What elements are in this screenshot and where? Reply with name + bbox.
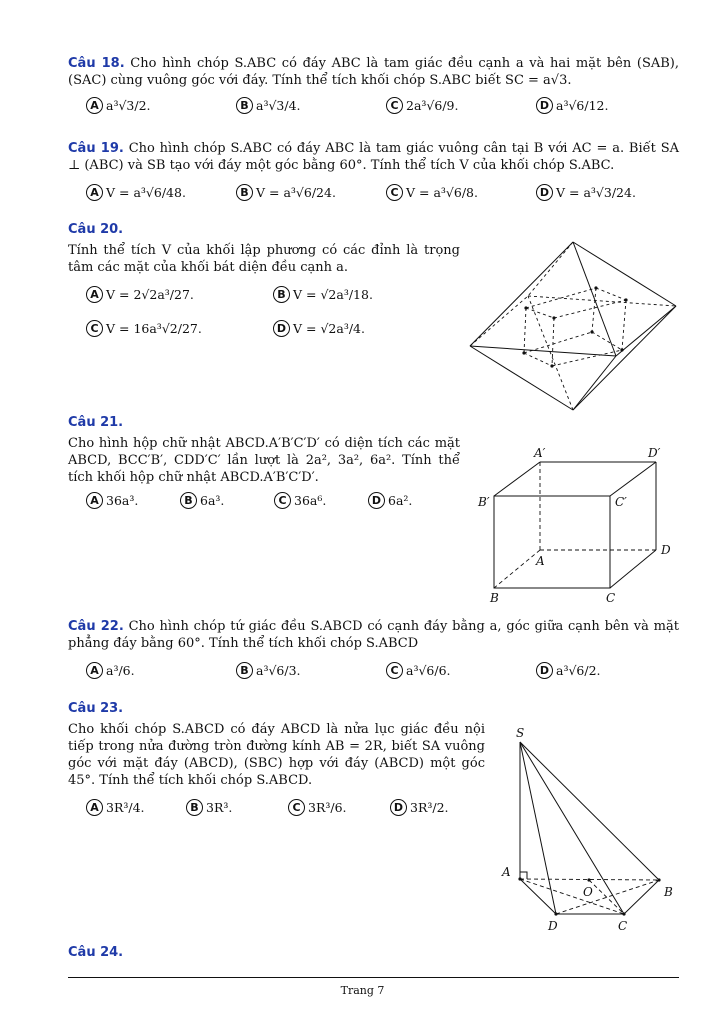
q23-option-a-bubble[interactable]: A bbox=[86, 799, 103, 816]
q23-option-a-text: 3R³/4. bbox=[106, 800, 145, 815]
q19-option-c-text: V = a³√6/8. bbox=[406, 185, 478, 200]
q20-option-d[interactable] bbox=[273, 320, 365, 337]
box-label-c-prime: C′ bbox=[615, 495, 627, 509]
question-22-text: Cho hình chóp tứ giác đều S.ABCD có cạnh đáy bằng a, góc giữa cạnh bên và mặt phẳng đáy bằng 60°. Tính thể tích khối chóp S.ABCD bbox=[68, 619, 679, 651]
q19-option-a-bubble[interactable]: A bbox=[86, 184, 103, 201]
question-24-heading: Câu 24. bbox=[68, 945, 124, 960]
q22-option-a-bubble[interactable]: A bbox=[86, 662, 103, 679]
q19-option-d-text: V = a³√3/24. bbox=[556, 185, 636, 200]
q21-option-a-bubble[interactable]: A bbox=[86, 492, 103, 509]
box-label-c: C bbox=[606, 591, 616, 605]
q21-option-c[interactable] bbox=[274, 492, 326, 509]
page-number: Trang 7 bbox=[340, 984, 385, 997]
box-label-d-prime: D′ bbox=[648, 446, 661, 460]
pyramid-label-a: A bbox=[502, 865, 511, 879]
box-label-b-prime: B′ bbox=[478, 495, 490, 509]
q23-option-d[interactable] bbox=[390, 799, 449, 816]
q19-option-d[interactable] bbox=[536, 184, 636, 201]
q22-option-b[interactable] bbox=[236, 662, 301, 679]
box-label-d: D bbox=[661, 543, 671, 557]
pyramid-label-s: S bbox=[516, 726, 525, 740]
q18-option-c-bubble[interactable]: C bbox=[386, 97, 403, 114]
q23-option-d-bubble[interactable]: D bbox=[390, 799, 407, 816]
q23-option-b-text: 3R³. bbox=[206, 800, 233, 815]
q18-option-d-bubble[interactable]: D bbox=[536, 97, 553, 114]
pyramid-label-c: C bbox=[618, 919, 628, 933]
q18-option-a[interactable] bbox=[86, 97, 151, 114]
q21-option-d-text: 6a². bbox=[388, 493, 413, 508]
q21-option-d[interactable] bbox=[368, 492, 412, 509]
footer-divider bbox=[68, 977, 679, 978]
q18-option-d[interactable] bbox=[536, 97, 608, 114]
q18-option-b[interactable] bbox=[236, 97, 301, 114]
q21-option-b-text: 6a³. bbox=[200, 493, 225, 508]
q22-option-d[interactable] bbox=[536, 662, 601, 679]
box-label-a: A bbox=[536, 554, 545, 568]
question-21-heading: Câu 21. bbox=[68, 415, 124, 430]
question-21-text: Cho hình hộp chữ nhật ABCD.A′B′C′D′ có diện tích các mặt ABCD, BCC′B′, CDD′C′ lần lượt là 2a², 3a², 6a². Tính thể tích khối hộp chữ nhật ABCD.A′B′C′D′. bbox=[68, 436, 460, 485]
q22-option-b-text: a³√6/3. bbox=[256, 663, 301, 678]
q23-option-c-text: 3R³/6. bbox=[308, 800, 347, 815]
question-20-options-row1 bbox=[68, 286, 460, 316]
question-19-options bbox=[68, 184, 679, 214]
q22-option-c[interactable] bbox=[386, 662, 451, 679]
question-18-options bbox=[68, 97, 679, 127]
q21-option-c-bubble[interactable]: C bbox=[274, 492, 291, 509]
q19-option-c-bubble[interactable]: C bbox=[386, 184, 403, 201]
q19-option-c[interactable] bbox=[386, 184, 478, 201]
question-19 bbox=[68, 140, 679, 214]
question-21 bbox=[68, 414, 460, 522]
q21-option-a-text: 36a³. bbox=[106, 493, 139, 508]
box-figure bbox=[474, 442, 684, 608]
q22-option-d-text: a³√6/2. bbox=[556, 663, 601, 678]
q20-option-a-bubble[interactable]: A bbox=[86, 286, 103, 303]
box-label-a-prime: A′ bbox=[534, 446, 546, 460]
q22-option-c-bubble[interactable]: C bbox=[386, 662, 403, 679]
question-18-heading: Câu 18. bbox=[68, 56, 125, 71]
question-22-stem bbox=[68, 618, 679, 652]
q22-option-a-text: a³/6. bbox=[106, 663, 135, 678]
q21-option-d-bubble[interactable]: D bbox=[368, 492, 385, 509]
q23-option-c[interactable] bbox=[288, 799, 347, 816]
q20-option-b[interactable] bbox=[273, 286, 373, 303]
q23-option-b[interactable] bbox=[186, 799, 232, 816]
q22-option-d-bubble[interactable]: D bbox=[536, 662, 553, 679]
question-22-heading: Câu 22. bbox=[68, 619, 124, 634]
q18-option-d-text: a³√6/12. bbox=[556, 98, 609, 113]
q19-option-b[interactable] bbox=[236, 184, 336, 201]
question-20-text: Tính thể tích V của khối lập phương có các đỉnh là trọng tâm các mặt của khối bát diện đều cạnh a. bbox=[68, 243, 460, 275]
q18-option-c[interactable] bbox=[386, 97, 458, 114]
octahedron-figure bbox=[466, 238, 681, 414]
question-19-text: Cho hình chóp S.ABC có đáy ABC là tam giác vuông cân tại B với AC = a. Biết SA ⊥ (ABC) và SB tạo với đáy một góc bằng 60°. Tính thể tích V của khối chóp S.ABC. bbox=[68, 141, 679, 173]
q18-option-a-text: a³√3/2. bbox=[106, 98, 151, 113]
question-20-heading: Câu 20. bbox=[68, 222, 124, 237]
q22-option-b-bubble[interactable]: B bbox=[236, 662, 253, 679]
q20-option-a[interactable] bbox=[86, 286, 194, 303]
question-18-stem bbox=[68, 55, 679, 89]
q19-option-b-bubble[interactable]: B bbox=[236, 184, 253, 201]
question-23-heading: Câu 23. bbox=[68, 701, 124, 716]
question-23 bbox=[68, 700, 485, 829]
q20-option-c-bubble[interactable]: C bbox=[86, 320, 103, 337]
q20-option-a-text: V = 2√2a³/27. bbox=[106, 287, 194, 302]
question-20 bbox=[68, 221, 460, 350]
box-label-b: B bbox=[490, 591, 499, 605]
question-18 bbox=[68, 55, 679, 127]
q19-option-d-bubble[interactable]: D bbox=[536, 184, 553, 201]
pyramid-label-b: B bbox=[664, 885, 673, 899]
question-22 bbox=[68, 618, 679, 692]
q21-option-b[interactable] bbox=[180, 492, 224, 509]
q18-option-b-bubble[interactable]: B bbox=[236, 97, 253, 114]
q23-option-c-bubble[interactable]: C bbox=[288, 799, 305, 816]
q18-option-c-text: 2a³√6/9. bbox=[406, 98, 459, 113]
question-23-options bbox=[68, 799, 485, 829]
q23-option-a[interactable] bbox=[86, 799, 145, 816]
pyramid-figure bbox=[496, 724, 684, 936]
question-19-heading: Câu 19. bbox=[68, 141, 124, 156]
pyramid-label-o: O bbox=[583, 885, 593, 899]
q20-option-c-text: V = 16a³√2/27. bbox=[106, 321, 202, 336]
question-23-text: Cho khối chóp S.ABCD có đáy ABCD là nửa lục giác đều nội tiếp trong nửa đường tròn đường kính AB = 2R, biết SA vuông góc với mặt đáy (ABCD), (SBC) hợp với đáy (ABCD) một góc 45°. Tính thể tích khối chóp S.ABCD. bbox=[68, 722, 485, 788]
q21-option-c-text: 36a⁶. bbox=[294, 493, 327, 508]
question-21-options bbox=[68, 492, 460, 522]
q20-option-c[interactable] bbox=[86, 320, 202, 337]
q22-option-a[interactable] bbox=[86, 662, 135, 679]
q23-option-b-bubble[interactable]: B bbox=[186, 799, 203, 816]
q20-option-b-text: V = √2a³/18. bbox=[293, 287, 373, 302]
q22-option-c-text: a³√6/6. bbox=[406, 663, 451, 678]
q18-option-a-bubble[interactable]: A bbox=[86, 97, 103, 114]
pyramid-label-d: D bbox=[548, 919, 558, 933]
question-19-stem bbox=[68, 140, 679, 174]
question-22-options bbox=[68, 662, 679, 692]
q20-option-d-text: V = √2a³/4. bbox=[293, 321, 365, 336]
q19-option-a[interactable] bbox=[86, 184, 186, 201]
q20-option-b-bubble[interactable]: B bbox=[273, 286, 290, 303]
question-20-options-row2 bbox=[68, 320, 460, 350]
q21-option-b-bubble[interactable]: B bbox=[180, 492, 197, 509]
q21-option-a[interactable] bbox=[86, 492, 138, 509]
question-18-text: Cho hình chóp S.ABC có đáy ABC là tam giác đều cạnh a và hai mặt bên (SAB), (SAC) cùng vuông góc với đáy. Tính thể tích khối chóp S.ABC biết SC = a√3. bbox=[68, 56, 679, 88]
q20-option-d-bubble[interactable]: D bbox=[273, 320, 290, 337]
q18-option-b-text: a³√3/4. bbox=[256, 98, 301, 113]
q23-option-d-text: 3R³/2. bbox=[410, 800, 449, 815]
q19-option-a-text: V = a³√6/48. bbox=[106, 185, 186, 200]
question-24 bbox=[68, 944, 679, 961]
q19-option-b-text: V = a³√6/24. bbox=[256, 185, 336, 200]
